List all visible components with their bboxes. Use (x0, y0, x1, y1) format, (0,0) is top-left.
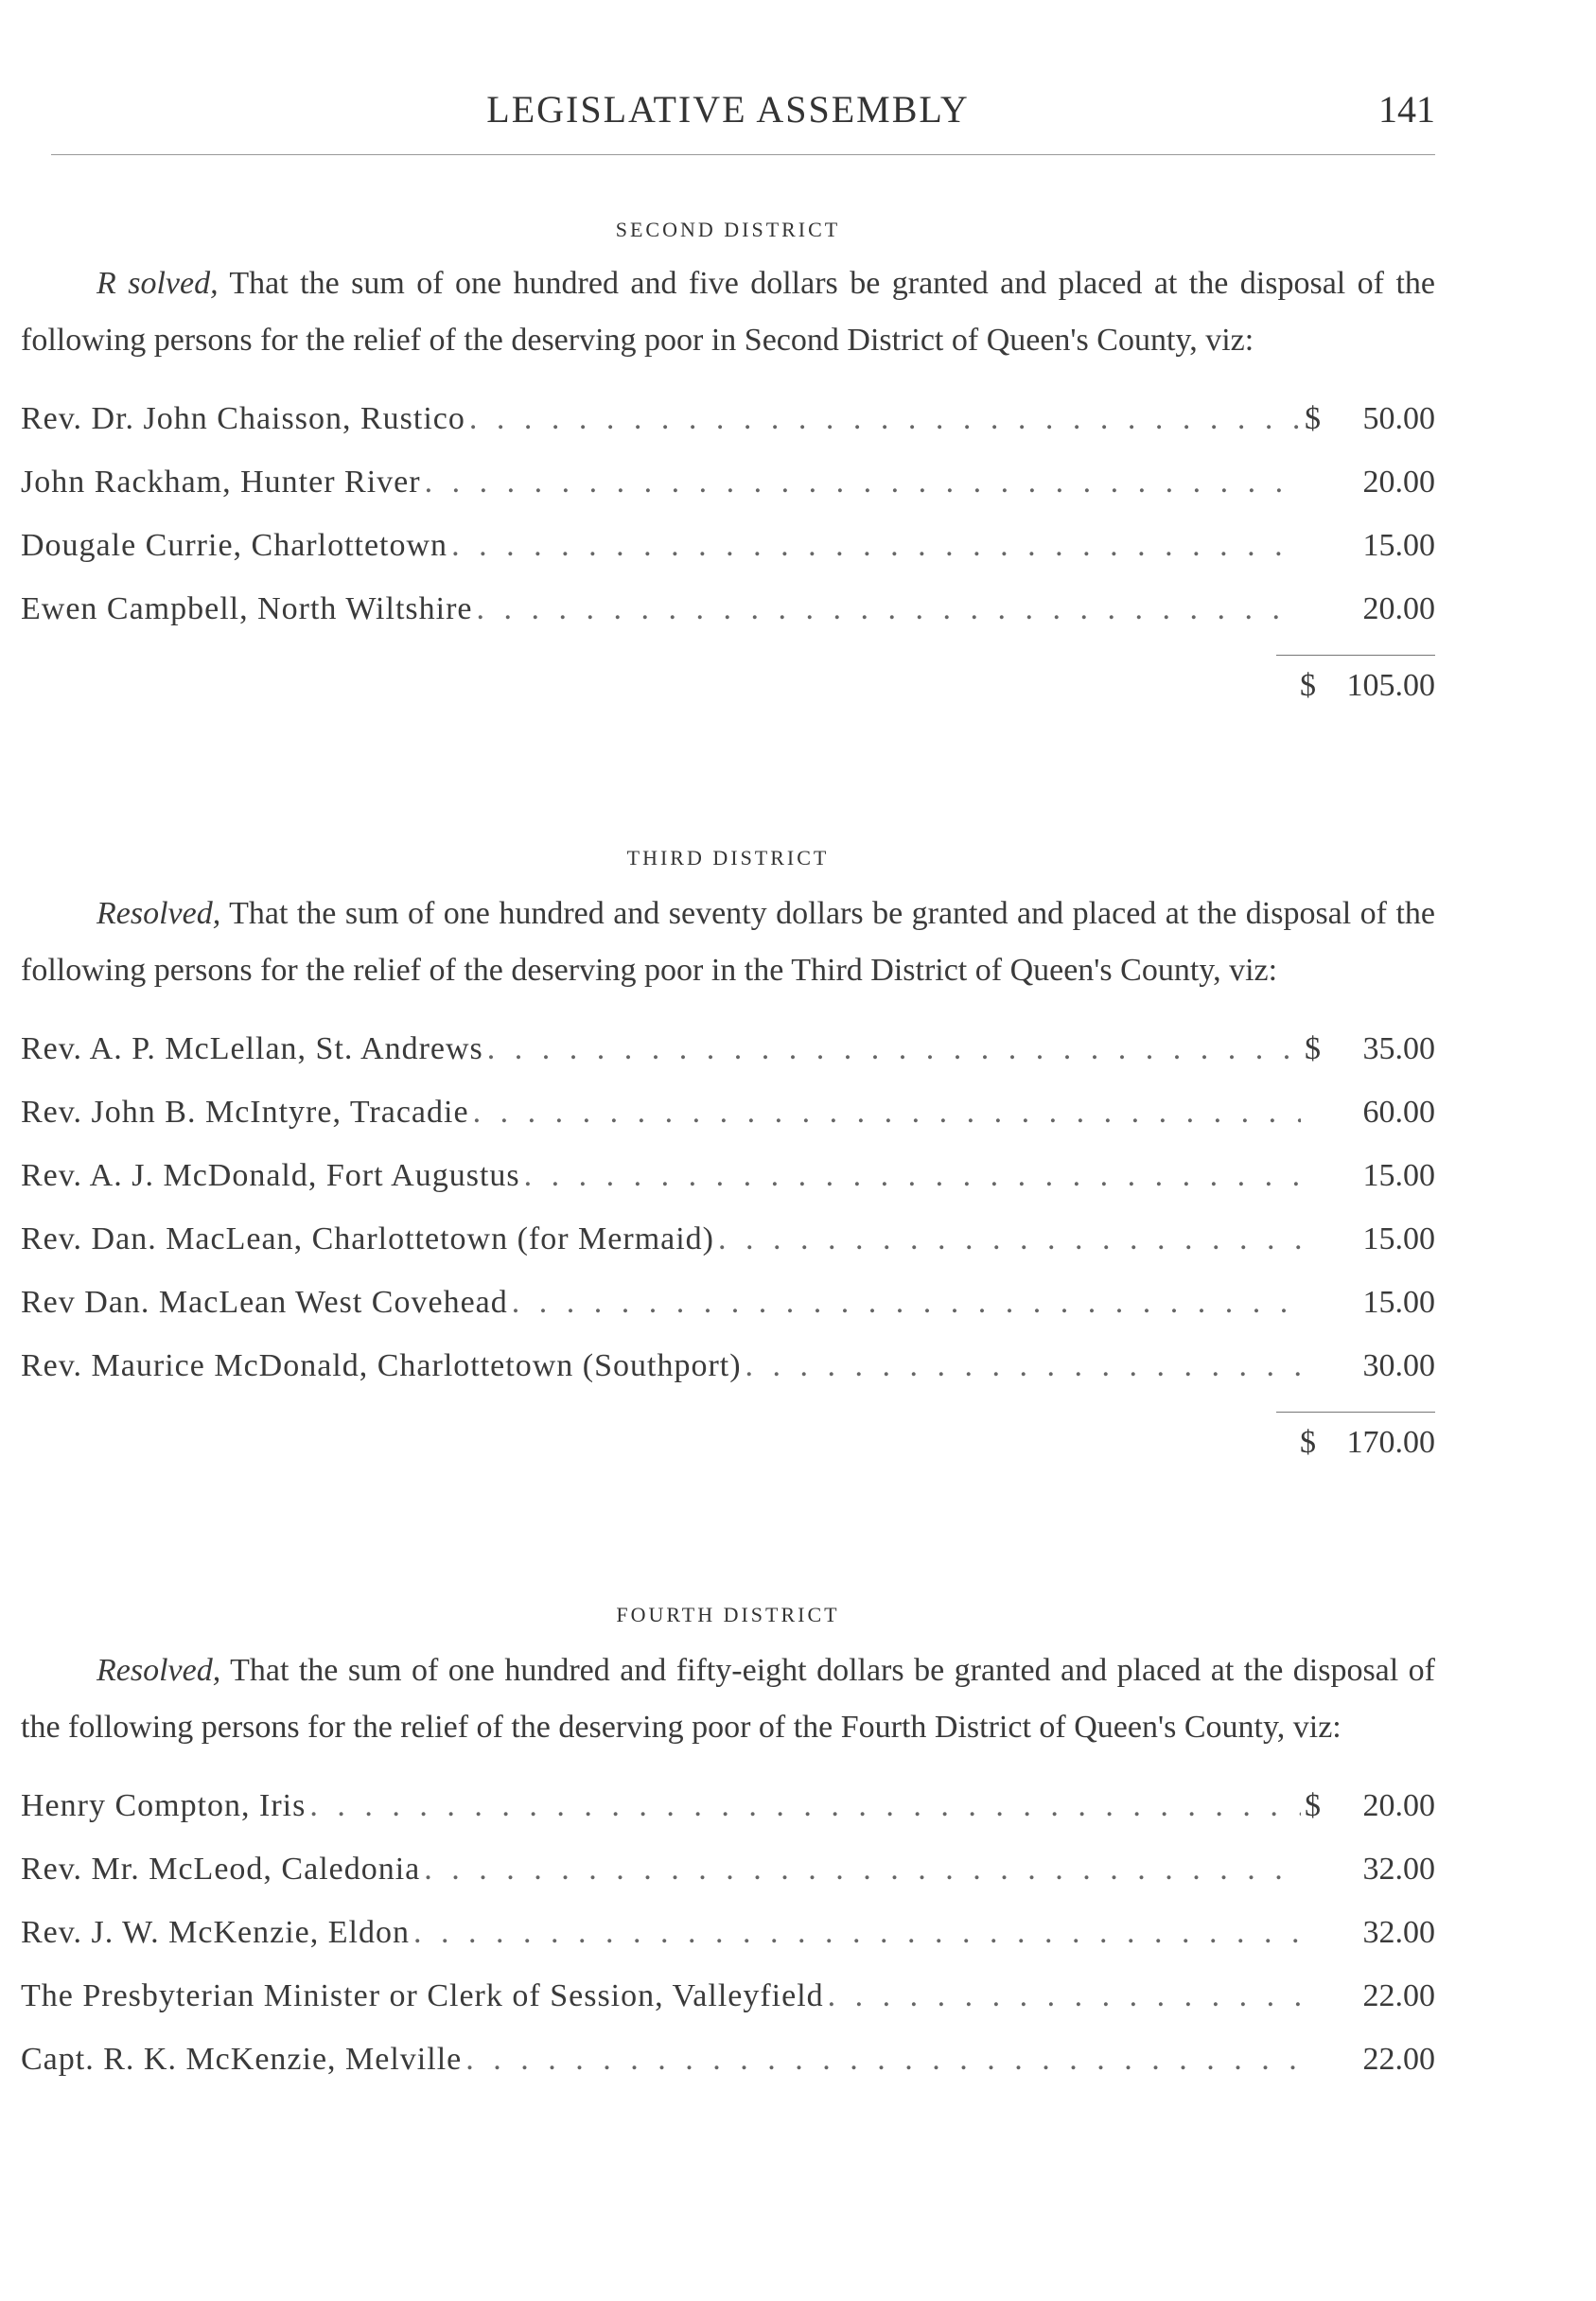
list-item (21, 1978, 1435, 2042)
total-amount: 170.00 (1346, 1425, 1435, 1460)
dot-leader (718, 1221, 1301, 1257)
recipient-name: Rev. Mr. McLeod, Caledonia (21, 1852, 421, 1887)
district-title: FOURTH DISTRICT (616, 1603, 840, 1626)
recipient-name: The Presbyterian Minister or Clerk of Session, Valleyfield (21, 1978, 824, 2013)
list-item (21, 591, 1435, 655)
list-item (21, 401, 1435, 465)
resolution-text: That the sum of one hundred and seventy dollars be granted and placed at the disposal of the following persons for the relief of the deserving poor in the Third District of Queen's County, viz: (21, 896, 1435, 988)
list-item (21, 1348, 1435, 1412)
dot-leader (473, 1095, 1301, 1131)
amount: 15.00 (1362, 1221, 1435, 1256)
currency-symbol: $ (1305, 401, 1321, 436)
list-item (21, 1788, 1435, 1852)
district-title: SECOND DISTRICT (615, 218, 841, 241)
amount: 32.00 (1362, 1852, 1435, 1887)
list-item (21, 528, 1435, 591)
currency-symbol: $ (1300, 668, 1316, 703)
resolution-paragraph (21, 1642, 1435, 1756)
amount: 35.00 (1362, 1031, 1435, 1066)
currency-symbol: $ (1305, 1788, 1321, 1823)
list-item (21, 1852, 1435, 1915)
amount: 15.00 (1362, 528, 1435, 563)
recipient-name: Rev. Dr. John Chaisson, Rustico (21, 401, 465, 436)
recipient-name: Rev. J. W. McKenzie, Eldon (21, 1915, 410, 1950)
recipient-name: Rev. A. P. McLellan, St. Andrews (21, 1031, 483, 1066)
resolution-paragraph (21, 255, 1435, 369)
running-header (21, 87, 1435, 134)
resolution-lead: Resolved, (96, 896, 221, 931)
recipient-name: Ewen Campbell, North Wiltshire (21, 591, 473, 626)
amount: 15.00 (1362, 1158, 1435, 1193)
dot-leader (424, 1852, 1301, 1888)
recipient-name: Henry Compton, Iris (21, 1788, 307, 1823)
recipient-name: Rev. Dan. MacLean, Charlottetown (for Mermaid) (21, 1221, 715, 1256)
currency-symbol: $ (1305, 1031, 1321, 1066)
dot-leader (745, 1348, 1301, 1384)
list-item (21, 2042, 1435, 2105)
list-item (21, 1915, 1435, 1978)
recipient-name: John Rackham, Hunter River (21, 465, 421, 500)
amount: 50.00 (1362, 401, 1435, 436)
resolution-paragraph (21, 886, 1435, 999)
total-row (21, 656, 1435, 716)
amount: 15.00 (1362, 1285, 1435, 1320)
amount: 20.00 (1362, 465, 1435, 500)
list-item (21, 1221, 1435, 1285)
header-title: LEGISLATIVE ASSEMBLY (486, 88, 970, 131)
recipient-name: Rev. John B. McIntyre, Tracadie (21, 1095, 469, 1130)
recipient-name: Rev Dan. MacLean West Covehead (21, 1285, 508, 1320)
list-item (21, 1031, 1435, 1095)
amount: 30.00 (1362, 1348, 1435, 1383)
amount: 20.00 (1362, 1788, 1435, 1823)
dot-leader (476, 591, 1301, 627)
list-item (21, 1158, 1435, 1221)
section-second-district (21, 216, 1435, 716)
dot-leader (828, 1978, 1301, 2014)
page-number: 141 (1378, 88, 1435, 131)
section-third-district (21, 844, 1435, 1473)
amount: 20.00 (1362, 591, 1435, 626)
section-fourth-district (21, 1601, 1435, 2105)
district-title: THIRD DISTRICT (626, 846, 830, 869)
allocation-list (21, 401, 1435, 716)
amount: 60.00 (1362, 1095, 1435, 1130)
list-item (21, 465, 1435, 528)
dot-leader (469, 401, 1301, 437)
amount: 32.00 (1362, 1915, 1435, 1950)
resolution-text: That the sum of one hundred and fifty-eight dollars be granted and placed at the disposal of the following persons for the relief of the deserving poor of the Fourth District of Queen's County, viz: (21, 1653, 1436, 1745)
dot-leader (413, 1915, 1301, 1951)
dot-leader (425, 465, 1301, 501)
currency-symbol: $ (1300, 1425, 1316, 1460)
allocation-list (21, 1031, 1435, 1473)
resolution-lead: Resolved, (96, 1653, 221, 1688)
resolution-text: That the sum of one hundred and five dollars be granted and placed at the disposal of the following persons for the relief of the deserving poor in Second District of Queen's County, viz: (21, 266, 1435, 358)
allocation-list (21, 1788, 1435, 2105)
dot-leader (465, 2042, 1301, 2078)
list-item (21, 1095, 1435, 1158)
dot-leader (487, 1031, 1301, 1067)
recipient-name: Rev. Maurice McDonald, Charlottetown (Southport) (21, 1348, 742, 1383)
recipient-name: Capt. R. K. McKenzie, Melville (21, 2042, 463, 2077)
header-rule (51, 154, 1435, 155)
amount: 22.00 (1362, 1978, 1435, 2013)
dot-leader (512, 1285, 1301, 1321)
dot-leader (451, 528, 1301, 564)
amount: 22.00 (1362, 2042, 1435, 2077)
total-row (21, 1413, 1435, 1473)
list-item (21, 1285, 1435, 1348)
dot-leader (524, 1158, 1301, 1194)
total-amount: 105.00 (1346, 668, 1435, 703)
recipient-name: Rev. A. J. McDonald, Fort Augustus (21, 1158, 520, 1193)
dot-leader (309, 1788, 1301, 1824)
recipient-name: Dougale Currie, Charlottetown (21, 528, 448, 563)
resolution-lead: R solved, (96, 266, 219, 301)
